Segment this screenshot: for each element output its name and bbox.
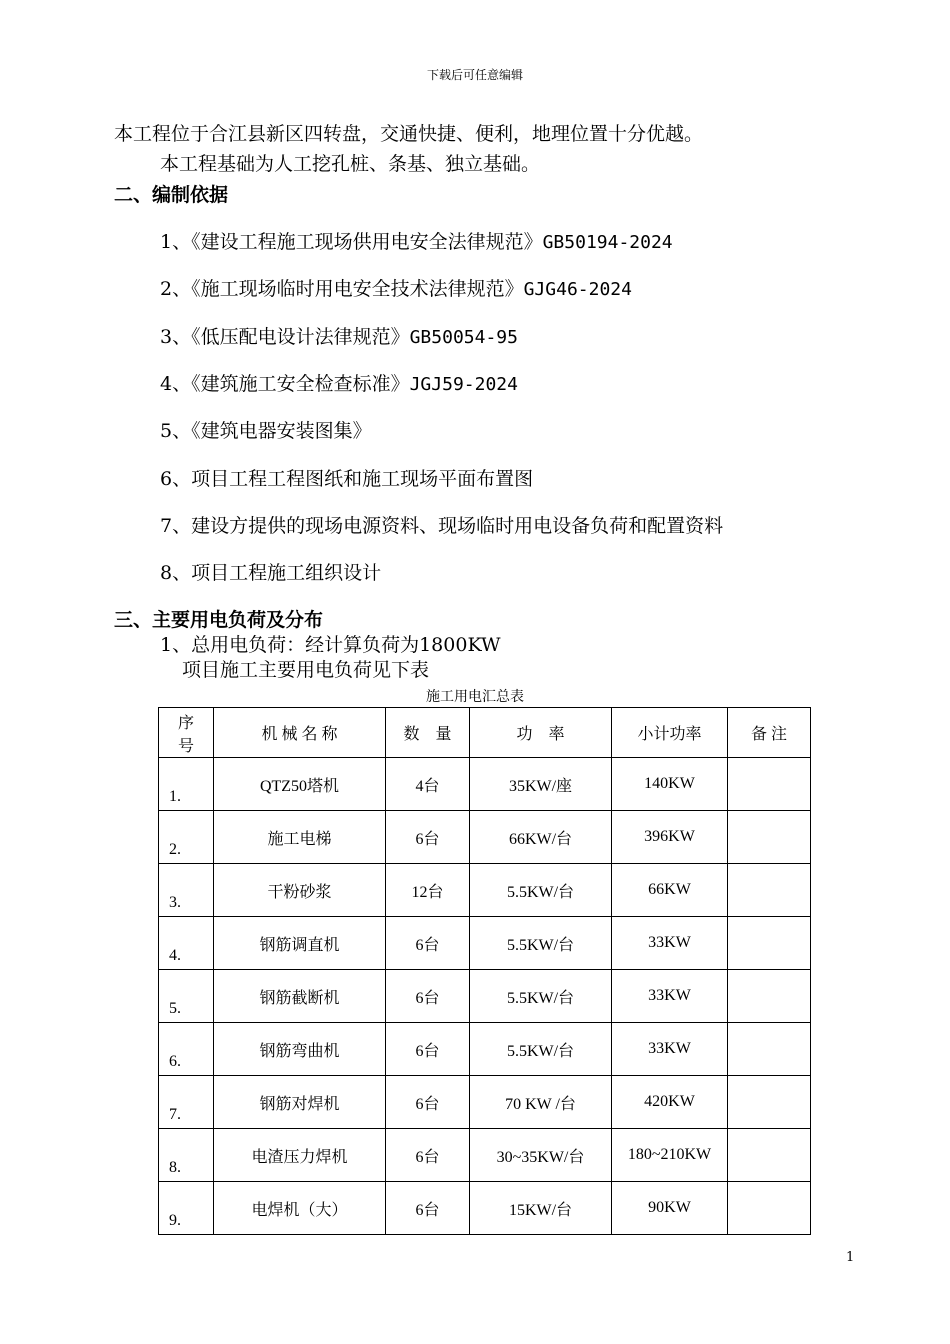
cell-quantity: 12台 bbox=[386, 864, 470, 917]
cell-machine-name: 钢筋调直机 bbox=[214, 917, 386, 970]
reference-title: 1、《建设工程施工现场供用电安全法律规范》 bbox=[160, 231, 543, 253]
cell-machine-name: 电渣压力焊机 bbox=[214, 1129, 386, 1182]
reference-code: GB50054-95 bbox=[409, 327, 518, 348]
table-body bbox=[159, 758, 811, 1235]
table-row bbox=[159, 1023, 811, 1076]
cell-machine-name: 钢筋弯曲机 bbox=[214, 1023, 386, 1076]
reference-title: 5、《建筑电器安装图集》 bbox=[160, 420, 372, 442]
cell-machine-name: 施工电梯 bbox=[214, 811, 386, 864]
cell-quantity: 4台 bbox=[386, 758, 470, 811]
cell-quantity: 6台 bbox=[386, 1076, 470, 1129]
cell-quantity: 6台 bbox=[386, 1182, 470, 1235]
reference-item bbox=[160, 561, 381, 585]
cell-power: 15KW/台 bbox=[470, 1182, 612, 1235]
cell-seq: 7. bbox=[159, 1076, 214, 1129]
cell-remark bbox=[728, 1023, 811, 1076]
reference-code: JGJ59-2024 bbox=[409, 374, 518, 395]
cell-subtotal: 396KW bbox=[612, 811, 728, 864]
intro-line-1: 本工程位于合江县新区四转盘，交通快捷、便利，地理位置十分优越。 bbox=[114, 123, 704, 145]
cell-power: 30~35KW/台 bbox=[470, 1129, 612, 1182]
cell-remark bbox=[728, 1182, 811, 1235]
header-seq bbox=[159, 708, 214, 758]
reference-item bbox=[160, 325, 518, 350]
header-seq-line-1: 序 bbox=[177, 714, 194, 732]
table-row bbox=[159, 1129, 811, 1182]
header-power: 功 率 bbox=[470, 708, 612, 758]
cell-remark bbox=[728, 1129, 811, 1182]
cell-remark bbox=[728, 917, 811, 970]
cell-remark bbox=[728, 758, 811, 811]
cell-subtotal: 90KW bbox=[612, 1182, 728, 1235]
cell-power: 5.5KW/台 bbox=[470, 1023, 612, 1076]
table-row bbox=[159, 811, 811, 864]
cell-power: 5.5KW/台 bbox=[470, 917, 612, 970]
cell-power: 5.5KW/台 bbox=[470, 970, 612, 1023]
header-subtotal: 小计功率 bbox=[612, 708, 728, 758]
cell-machine-name: 钢筋截断机 bbox=[214, 970, 386, 1023]
reference-item bbox=[160, 230, 673, 255]
cell-subtotal: 33KW bbox=[612, 1023, 728, 1076]
power-summary-table bbox=[158, 707, 811, 1235]
reference-title: 2、《施工现场临时用电安全技术法律规范》 bbox=[160, 278, 524, 300]
page-number: 1 bbox=[846, 1250, 855, 1265]
reference-title: 3、《低压配电设计法律规范》 bbox=[160, 326, 410, 348]
total-load-line: 1、总用电负荷：经计算负荷为1800KW bbox=[160, 634, 501, 656]
reference-item bbox=[160, 372, 518, 397]
table-row bbox=[159, 864, 811, 917]
reference-title: 8、项目工程施工组织设计 bbox=[160, 562, 382, 584]
table-row bbox=[159, 1076, 811, 1129]
cell-machine-name: 钢筋对焊机 bbox=[214, 1076, 386, 1129]
cell-seq: 8. bbox=[159, 1129, 214, 1182]
cell-subtotal: 180~210KW bbox=[612, 1129, 728, 1182]
header-seq-line-2: 号 bbox=[177, 737, 194, 755]
reference-item bbox=[160, 277, 632, 302]
section-2-heading: 二、编制依据 bbox=[114, 184, 229, 206]
cell-quantity: 6台 bbox=[386, 970, 470, 1023]
cell-seq: 4. bbox=[159, 917, 214, 970]
table-row bbox=[159, 1182, 811, 1235]
cell-seq: 1. bbox=[159, 758, 214, 811]
reference-title: 4、《建筑施工安全检查标准》 bbox=[160, 373, 410, 395]
cell-seq: 2. bbox=[159, 811, 214, 864]
table-row bbox=[159, 917, 811, 970]
cell-power: 66KW/台 bbox=[470, 811, 612, 864]
cell-seq: 6. bbox=[159, 1023, 214, 1076]
header-remark: 备 注 bbox=[728, 708, 811, 758]
cell-remark bbox=[728, 811, 811, 864]
cell-machine-name: 干粉砂浆 bbox=[214, 864, 386, 917]
table-caption: 施工用电汇总表 bbox=[426, 689, 524, 705]
reference-item bbox=[160, 419, 372, 443]
section-3-heading: 三、主要用电负荷及分布 bbox=[114, 609, 324, 631]
cell-power: 35KW/座 bbox=[470, 758, 612, 811]
reference-code: GB50194-2024 bbox=[542, 232, 673, 253]
cell-subtotal: 140KW bbox=[612, 758, 728, 811]
reference-item bbox=[160, 467, 533, 491]
cell-seq: 3. bbox=[159, 864, 214, 917]
cell-seq: 9. bbox=[159, 1182, 214, 1235]
table-row bbox=[159, 970, 811, 1023]
cell-power: 70 KW /台 bbox=[470, 1076, 612, 1129]
cell-power: 5.5KW/台 bbox=[470, 864, 612, 917]
table-header-row bbox=[159, 708, 811, 758]
header-note: 下载后可任意编辑 bbox=[426, 68, 523, 82]
cell-subtotal: 33KW bbox=[612, 917, 728, 970]
cell-remark bbox=[728, 864, 811, 917]
cell-machine-name: QTZ50塔机 bbox=[214, 758, 386, 811]
cell-quantity: 6台 bbox=[386, 1023, 470, 1076]
cell-seq: 5. bbox=[159, 970, 214, 1023]
cell-quantity: 6台 bbox=[386, 1129, 470, 1182]
cell-subtotal: 66KW bbox=[612, 864, 728, 917]
cell-quantity: 6台 bbox=[386, 917, 470, 970]
cell-subtotal: 33KW bbox=[612, 970, 728, 1023]
header-name: 机 械 名 称 bbox=[214, 708, 386, 758]
cell-remark bbox=[728, 1076, 811, 1129]
cell-subtotal: 420KW bbox=[612, 1076, 728, 1129]
intro-line-2: 本工程基础为人工挖孔桩、条基、独立基础。 bbox=[160, 153, 541, 175]
cell-quantity: 6台 bbox=[386, 811, 470, 864]
cell-machine-name: 电焊机（大） bbox=[214, 1182, 386, 1235]
reference-title: 7、建设方提供的现场电源资料、现场临时用电设备负荷和配置资料 bbox=[160, 515, 724, 537]
reference-code: GJG46-2024 bbox=[523, 279, 632, 300]
table-intro-line: 项目施工主要用电负荷见下表 bbox=[182, 659, 430, 681]
cell-remark bbox=[728, 970, 811, 1023]
table-row bbox=[159, 758, 811, 811]
reference-item bbox=[160, 514, 723, 538]
header-qty: 数 量 bbox=[386, 708, 470, 758]
reference-title: 6、项目工程工程图纸和施工现场平面布置图 bbox=[160, 468, 534, 490]
